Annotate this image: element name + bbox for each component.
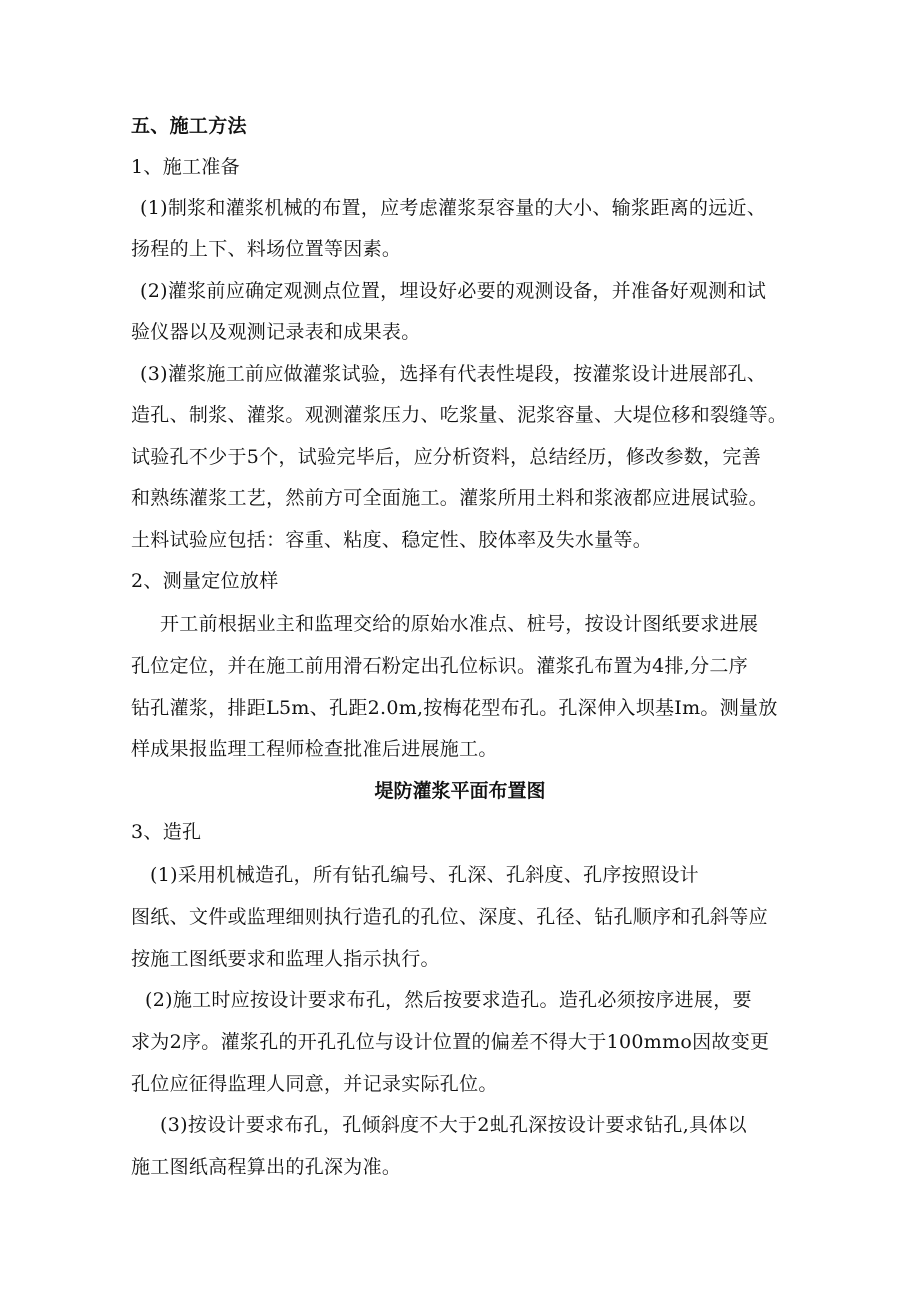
paragraph-line: 造孔、制浆、灌浆。观测灌浆压力、吃浆量、泥浆容量、大堤位移和裂缝等。 <box>131 404 788 426</box>
section-title: 五、施工方法 <box>131 115 247 137</box>
paragraph-line: (1)制浆和灌浆机械的布置，应考虑灌浆泵容量的大小、输浆距离的远近、 <box>140 197 767 219</box>
subsection-heading-2: 2、测量定位放样 <box>131 570 279 592</box>
paragraph-line: (2)施工时应按设计要求布孔，然后按要求造孔。造孔必须按序进展，要 <box>145 989 752 1011</box>
paragraph-line: 图纸、文件或监理细则执行造孔的孔位、深度、孔径、钻孔顺序和孔斜等应 <box>131 906 768 928</box>
paragraph-line: 孔位应征得监理人同意，并记录实际孔位。 <box>131 1073 498 1095</box>
paragraph-line: 试验孔不少于5个，试验完毕后，应分析资料，总结经历，修改参数，完善 <box>131 446 761 468</box>
paragraph-line: 扬程的上下、料场位置等因素。 <box>131 238 402 260</box>
subsection-heading-1: 1、施工准备 <box>131 156 240 178</box>
paragraph-line: 开工前根据业主和监理交给的原始水准点、桩号，按设计图纸要求进展 <box>160 613 759 635</box>
paragraph-line: 施工图纸高程算出的孔深为准。 <box>131 1156 402 1178</box>
paragraph-line: (3)按设计要求布孔，孔倾斜度不大于2虬孔深按设计要求钻孔,具体以 <box>160 1114 747 1136</box>
paragraph-line: 土料试验应包括：容重、粘度、稳定性、胶体率及失水量等。 <box>131 529 653 551</box>
paragraph-line: (3)灌浆施工前应做灌浆试验，选择有代表性堤段，按灌浆设计进展部孔、 <box>140 363 767 385</box>
paragraph-line: (2)灌浆前应确定观测点位置，埋设好必要的观测设备，并准备好观测和试 <box>140 280 767 302</box>
paragraph-line: 孔位定位，并在施工前用滑石粉定出孔位标识。灌浆孔布置为4排,分二序 <box>131 655 749 677</box>
paragraph-line: 钻孔灌浆，排距L5m、孔距2.0m,按梅花型布孔。孔深伸入坝基Im。测量放 <box>131 697 778 719</box>
paragraph-line: 求为2序。灌浆孔的开孔孔位与设计位置的偏差不得大于100mmo因故变更 <box>131 1031 770 1053</box>
figure-caption: 堤防灌浆平面布置图 <box>374 780 546 802</box>
paragraph-line: 按施工图纸要求和监理人指示执行。 <box>131 948 440 970</box>
paragraph-line: (1)采用机械造孔，所有钻孔编号、孔深、孔斜度、孔序按照设计 <box>150 864 699 886</box>
paragraph-line: 和熟练灌浆工艺，然前方可全面施工。灌浆所用土料和浆液都应进展试验。 <box>131 487 768 509</box>
paragraph-line: 验仪器以及观测记录表和成果表。 <box>131 321 421 343</box>
subsection-heading-3: 3、造孔 <box>131 821 202 843</box>
paragraph-line: 样成果报监理工程师检查批准后进展施工。 <box>131 738 498 760</box>
